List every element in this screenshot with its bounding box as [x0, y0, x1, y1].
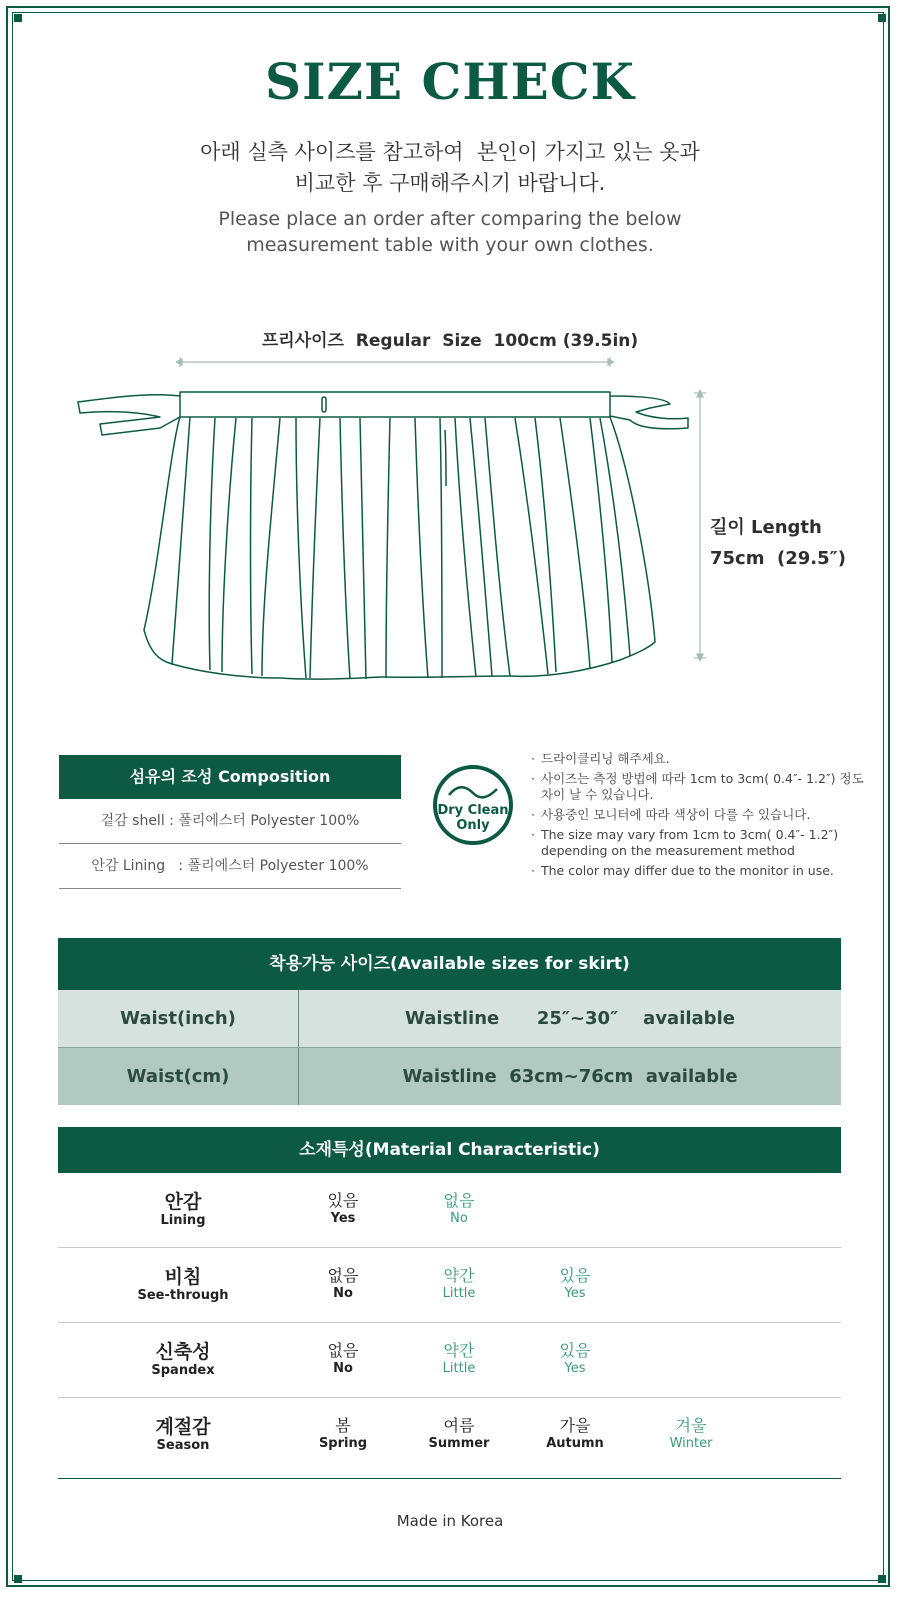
dry-clean-line: Dry Clean [437, 803, 509, 818]
option-selected [298, 1191, 388, 1228]
option-unselected [646, 1416, 736, 1453]
material-category [133, 1341, 233, 1379]
table-row [58, 1173, 841, 1248]
option-ko: 약간 [443, 1266, 475, 1285]
category-en: See-through [137, 1288, 229, 1303]
option-en: No [450, 1211, 468, 1226]
material-category [133, 1191, 233, 1229]
category-ko: 신축성 [155, 1341, 211, 1363]
width-label: 프리사이즈 Regular Size 100cm (39.5in) [261, 331, 639, 351]
option-ko: 있음 [327, 1191, 359, 1210]
option-selected [298, 1341, 388, 1378]
material-category [133, 1266, 233, 1304]
option-ko: 없음 [443, 1191, 475, 1210]
option-en: No [333, 1361, 353, 1376]
option-en: Winter [669, 1436, 713, 1451]
option-unselected [414, 1266, 504, 1303]
available-sizes-table [58, 938, 841, 1105]
option-en: No [333, 1286, 353, 1301]
length-label-line: 75cm (29.5″) [710, 548, 846, 569]
intro-en-line: measurement table with your own clothes. [246, 234, 654, 256]
intro-ko-line: 비교한 후 구매해주시기 바랍니다. [294, 171, 606, 195]
composition-row: 겉감 shell : 폴리에스터 Polyester 100% [59, 799, 401, 844]
length-label-line: 길이 Length [710, 517, 822, 538]
composition-table [59, 755, 401, 889]
corner-mark [878, 1575, 886, 1583]
category-ko: 계절감 [155, 1416, 211, 1438]
option-selected [298, 1266, 388, 1303]
care-note: · The color may differ due to the monitor in use. [531, 863, 871, 879]
option-selected [530, 1416, 620, 1453]
composition-row: 안감 Lining : 폴리에스터 Polyester 100% [59, 844, 401, 889]
length-label [710, 512, 846, 574]
care-notes [531, 751, 871, 883]
dry-clean-line: Only [456, 818, 490, 833]
page-title: SIZE CHECK [265, 52, 635, 111]
category-en: Spandex [151, 1363, 215, 1378]
care-note: · The size may vary from 1cm to 3cm( 0.4″- 1.2″) depending on the measurement method [531, 827, 871, 859]
corner-mark [14, 1575, 22, 1583]
intro-korean [0, 137, 900, 199]
available-sizes-header: 착용가능 사이즈(Available sizes for skirt) [58, 938, 841, 990]
size-value: Waistline 25″~30″ available [405, 1008, 735, 1029]
option-ko: 겨울 [675, 1416, 707, 1435]
option-ko: 없음 [327, 1266, 359, 1285]
table-row [58, 1398, 841, 1479]
care-note: · 사이즈는 측정 방법에 따라 1cm to 3cm( 0.4″- 1.2″) 정도 차이 날 수 있습니다. [531, 771, 871, 803]
option-unselected [530, 1341, 620, 1378]
option-unselected [414, 1191, 504, 1228]
option-unselected [414, 1341, 504, 1378]
size-label: Waist(cm) [58, 1048, 299, 1105]
option-en: Little [442, 1286, 476, 1301]
category-en: Lining [160, 1213, 206, 1228]
size-value: Waistline 63cm~76cm available [402, 1066, 738, 1087]
option-en: Summer [428, 1436, 490, 1451]
category-ko: 안감 [164, 1191, 202, 1213]
intro-english [0, 206, 900, 258]
option-ko: 약간 [443, 1341, 475, 1360]
intro-ko-line: 아래 실측 사이즈를 참고하여 본인이 가지고 있는 옷과 [200, 140, 700, 164]
option-ko: 여름 [443, 1416, 475, 1435]
care-note: · 드라이클리닝 해주세요. [531, 751, 871, 767]
option-en: Yes [564, 1361, 586, 1376]
option-ko: 있음 [559, 1266, 591, 1285]
table-row [58, 1048, 841, 1105]
size-label: Waist(inch) [58, 990, 299, 1047]
composition-header: 섬유의 조성 Composition [59, 755, 401, 799]
category-ko: 비침 [164, 1266, 202, 1288]
wave-icon [437, 775, 509, 805]
category-en: Season [156, 1438, 210, 1453]
option-selected [298, 1416, 388, 1453]
material-category [133, 1416, 233, 1454]
made-in-label: Made in Korea [396, 1512, 504, 1530]
corner-mark [14, 14, 22, 22]
option-ko: 없음 [327, 1341, 359, 1360]
option-en: Autumn [546, 1436, 604, 1451]
table-row [58, 1248, 841, 1323]
option-selected [414, 1416, 504, 1453]
table-row [58, 1323, 841, 1398]
table-row [58, 990, 841, 1048]
option-en: Yes [330, 1211, 356, 1226]
material-table [58, 1127, 841, 1479]
dry-clean-text [437, 803, 509, 833]
care-note: · 사용중인 모니터에 따라 색상이 다를 수 있습니다. [531, 807, 871, 823]
option-ko: 있음 [559, 1341, 591, 1360]
corner-mark [878, 14, 886, 22]
option-ko: 가을 [559, 1416, 591, 1435]
option-en: Little [442, 1361, 476, 1376]
option-ko: 봄 [335, 1416, 351, 1435]
intro-en-line: Please place an order after comparing the below [218, 208, 682, 230]
option-en: Yes [564, 1286, 586, 1301]
option-en: Spring [318, 1436, 368, 1451]
option-unselected [530, 1266, 620, 1303]
material-header: 소재특성(Material Characteristic) [58, 1127, 841, 1173]
dry-clean-badge [433, 765, 513, 845]
